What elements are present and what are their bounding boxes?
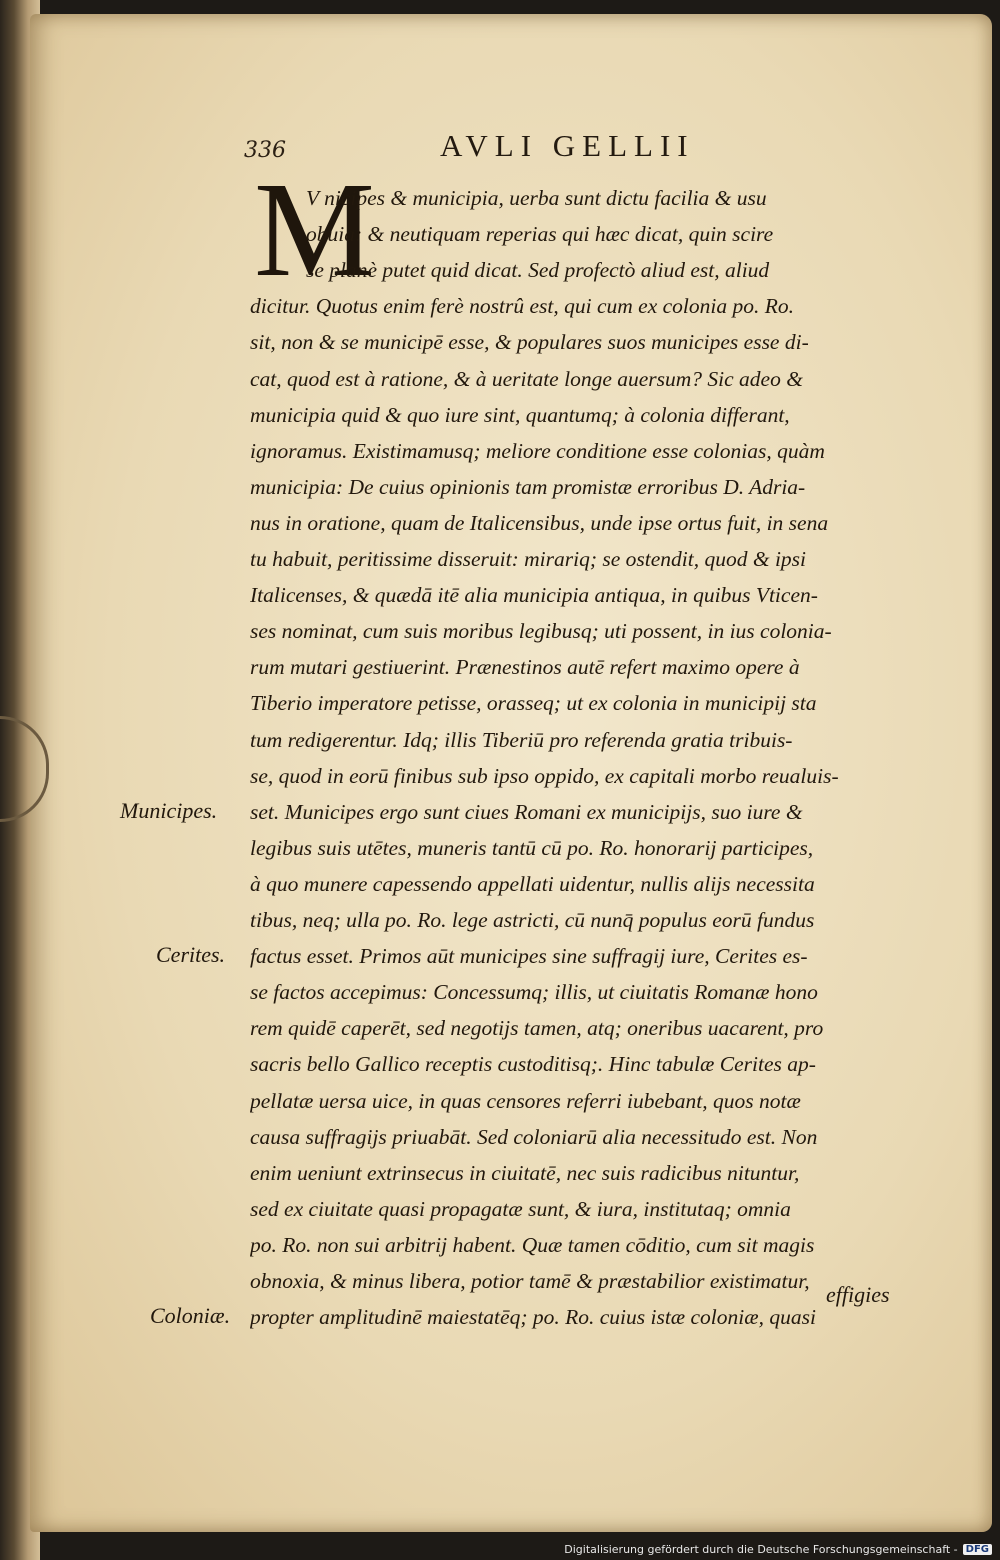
text-line: municipia quid & quo iure sint, quantumq; à colonia differant, <box>250 402 790 427</box>
text-line: factus esset. Primos aūt municipes sine suffragij iure, Cerites es- <box>250 944 808 969</box>
text-line: V nicipes & municipia, uerba sunt dictu facilia & usu <box>306 186 767 210</box>
text-line: rum mutari gestiuerint. Prænestinos autē refert maximo opere à <box>250 655 800 680</box>
digitization-footer <box>564 1543 992 1556</box>
text-line: tibus, neq; ulla po. Ro. lege astricti, cū nunq̄ populus eorū fundus <box>250 908 815 932</box>
drop-capital: M <box>254 155 375 305</box>
text-line: set. Municipes ergo sunt ciues Romani ex municipijs, suo iure & <box>250 799 803 824</box>
text-line: obnoxia, & minus libera, potior tamē & præstabilior existimatur, <box>250 1269 810 1293</box>
text-line: tu habuit, peritissime disseruit: mirariq; se ostendit, quod & ipsi <box>250 547 807 571</box>
text-line: sed ex ciuitate quasi propagatæ sunt, & iura, institutaq; omnia <box>250 1196 791 1221</box>
text-line: se, quod in eorū finibus sub ipso oppido, ex capitali morbo reualuis- <box>250 763 839 788</box>
text-line: rem quidē caperēt, sed negotijs tamen, atq; oneribus uacarent, pro <box>250 1016 824 1041</box>
text-line: obuia: & neutiquam reperias qui hæc dicat, quin scire <box>306 222 774 247</box>
text-line: causa suffragijs priuabāt. Sed coloniarū alia necessitudo est. Non <box>250 1124 818 1149</box>
margin-note: Cerites. <box>156 942 226 968</box>
text-line: se factos accepimus: Concessumq; illis, ut ciuitatis Romanæ hono <box>250 980 818 1005</box>
text-line: propter amplitudinē maiestatēq; po. Ro. cuius istæ coloniæ, quasi <box>250 1305 816 1330</box>
catchword: effigies <box>826 1282 890 1307</box>
text-line: à quo munere capessendo appellati uidentur, nullis alijs necessita <box>250 871 815 896</box>
text-line: dicitur. Quotus enim ferè nostrû est, qui cum ex colonia po. Ro. <box>250 294 794 319</box>
text-line: ses nominat, cum suis moribus legibusq; uti possent, in ius colonia- <box>250 619 832 644</box>
text-line: pellatæ uersa uice, in quas censores referri iubebant, quos notæ <box>250 1088 801 1113</box>
margin-note: Municipes. <box>120 797 218 823</box>
running-title: AVLI GELLII <box>440 128 695 163</box>
text-line: legibus suis utētes, muneris tantū cū po. Ro. honorarij participes, <box>250 835 814 860</box>
text-line: cat, quod est à ratione, & à ueritate longe auersum? Sic adeo & <box>250 366 803 391</box>
dfg-logo: DFG <box>963 1544 992 1555</box>
footer-credit: Digitalisierung gefördert durch die Deutsche Forschungsgemeinschaft - <box>564 1543 958 1556</box>
text-line: sit, non & se municipē esse, & populares suos municipes esse di- <box>250 330 809 355</box>
text-line: municipia: De cuius opinionis tam promistæ erroribus D. Adria- <box>250 474 806 499</box>
text-line: Italicenses, & quædā itē alia municipia antiqua, in quibus Vticen- <box>250 583 818 608</box>
text-line: sacris bello Gallico receptis custoditisq;. Hinc tabulæ Cerites ap- <box>250 1052 816 1077</box>
text-line: ignoramus. Existimamusq; meliore conditione esse colonias, quàm <box>250 438 825 463</box>
margin-note: Coloniæ. <box>150 1303 231 1329</box>
text-line: enim ueniunt extrinsecus in ciuitatē, nec suis radicibus nituntur, <box>250 1160 800 1185</box>
text-line: se planè putet quid dicat. Sed profectò aliud est, aliud <box>306 258 770 283</box>
text-line: nus in oratione, quam de Italicensibus, unde ipse ortus fuit, in sena <box>250 510 829 535</box>
page-number: 336 <box>244 138 286 163</box>
text-line: Tiberio imperatore petisse, orasseq; ut ex colonia in municipij sta <box>250 691 817 716</box>
text-line: tum redigerentur. Idq; illis Tiberiū pro referenda gratia tribuis- <box>250 727 793 752</box>
text-line: po. Ro. non sui arbitrij habent. Quæ tamen cōditio, cum sit magis <box>250 1232 815 1257</box>
